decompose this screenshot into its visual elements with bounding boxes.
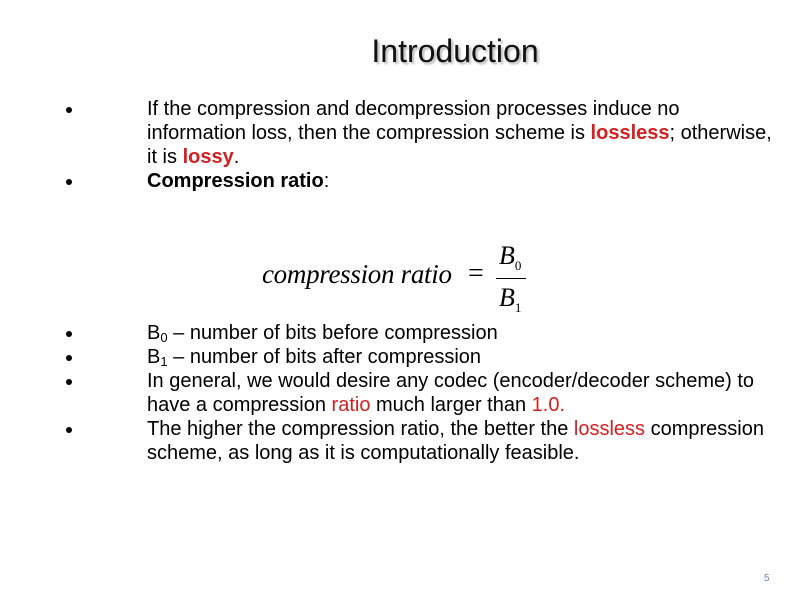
bullet-text-period: .	[559, 394, 566, 416]
fraction-bar	[496, 278, 526, 279]
bullet-text: compression scheme, as long as it is computationally feasible.	[147, 418, 764, 464]
bullet-list-top	[147, 97, 777, 193]
bullet-text: – number of bits after compression	[167, 346, 482, 368]
bullet-text: – number of bits before compression	[167, 322, 498, 344]
bullet-compression-ratio	[147, 169, 777, 193]
formula-equals: =	[468, 258, 484, 289]
numerator-subscript: 0	[514, 258, 522, 273]
bullet-text: ; otherwise, it is	[147, 122, 772, 168]
compression-ratio-formula	[262, 241, 542, 317]
bullet-codec-ratio	[147, 369, 777, 417]
formula-denominator	[499, 283, 521, 313]
bullet-b1-definition	[147, 345, 777, 369]
numerator-variable: B	[499, 241, 515, 270]
bullet-text: If the compression and decompression processes induce no information loss, then the compression scheme is	[147, 98, 680, 144]
term-ratio: ratio	[331, 394, 371, 416]
term-lossless: lossless	[573, 418, 646, 440]
bullet-text: :	[323, 170, 330, 192]
denominator-variable: B	[499, 283, 515, 312]
term-lossless: lossless	[590, 122, 670, 144]
slide-title: Introduction	[371, 33, 539, 69]
variable-subscript: 1	[160, 354, 168, 369]
bullet-higher-ratio	[147, 417, 777, 465]
bullet-text: The higher the compression ratio, the better the	[147, 418, 574, 440]
bullet-b0-definition	[147, 321, 777, 345]
variable-b: B	[147, 346, 161, 368]
bullet-lossless-definition	[147, 97, 777, 169]
bullet-list-bottom	[147, 321, 777, 465]
variable-subscript: 0	[160, 330, 168, 345]
page-number: 5	[764, 573, 770, 584]
formula-numerator	[499, 241, 521, 271]
bullet-text: .	[233, 146, 240, 168]
value-1-0: 1.0	[531, 394, 560, 416]
variable-b: B	[147, 322, 161, 344]
bullet-text: much larger than	[370, 394, 532, 416]
denominator-subscript: 1	[514, 300, 522, 315]
bullet-text: In general, we would desire any codec (encoder/decoder scheme) to have a compression	[147, 370, 755, 416]
term-lossy: lossy	[182, 146, 234, 168]
formula-lhs: compression ratio	[262, 259, 452, 289]
term-compression-ratio: Compression ratio	[147, 170, 324, 192]
